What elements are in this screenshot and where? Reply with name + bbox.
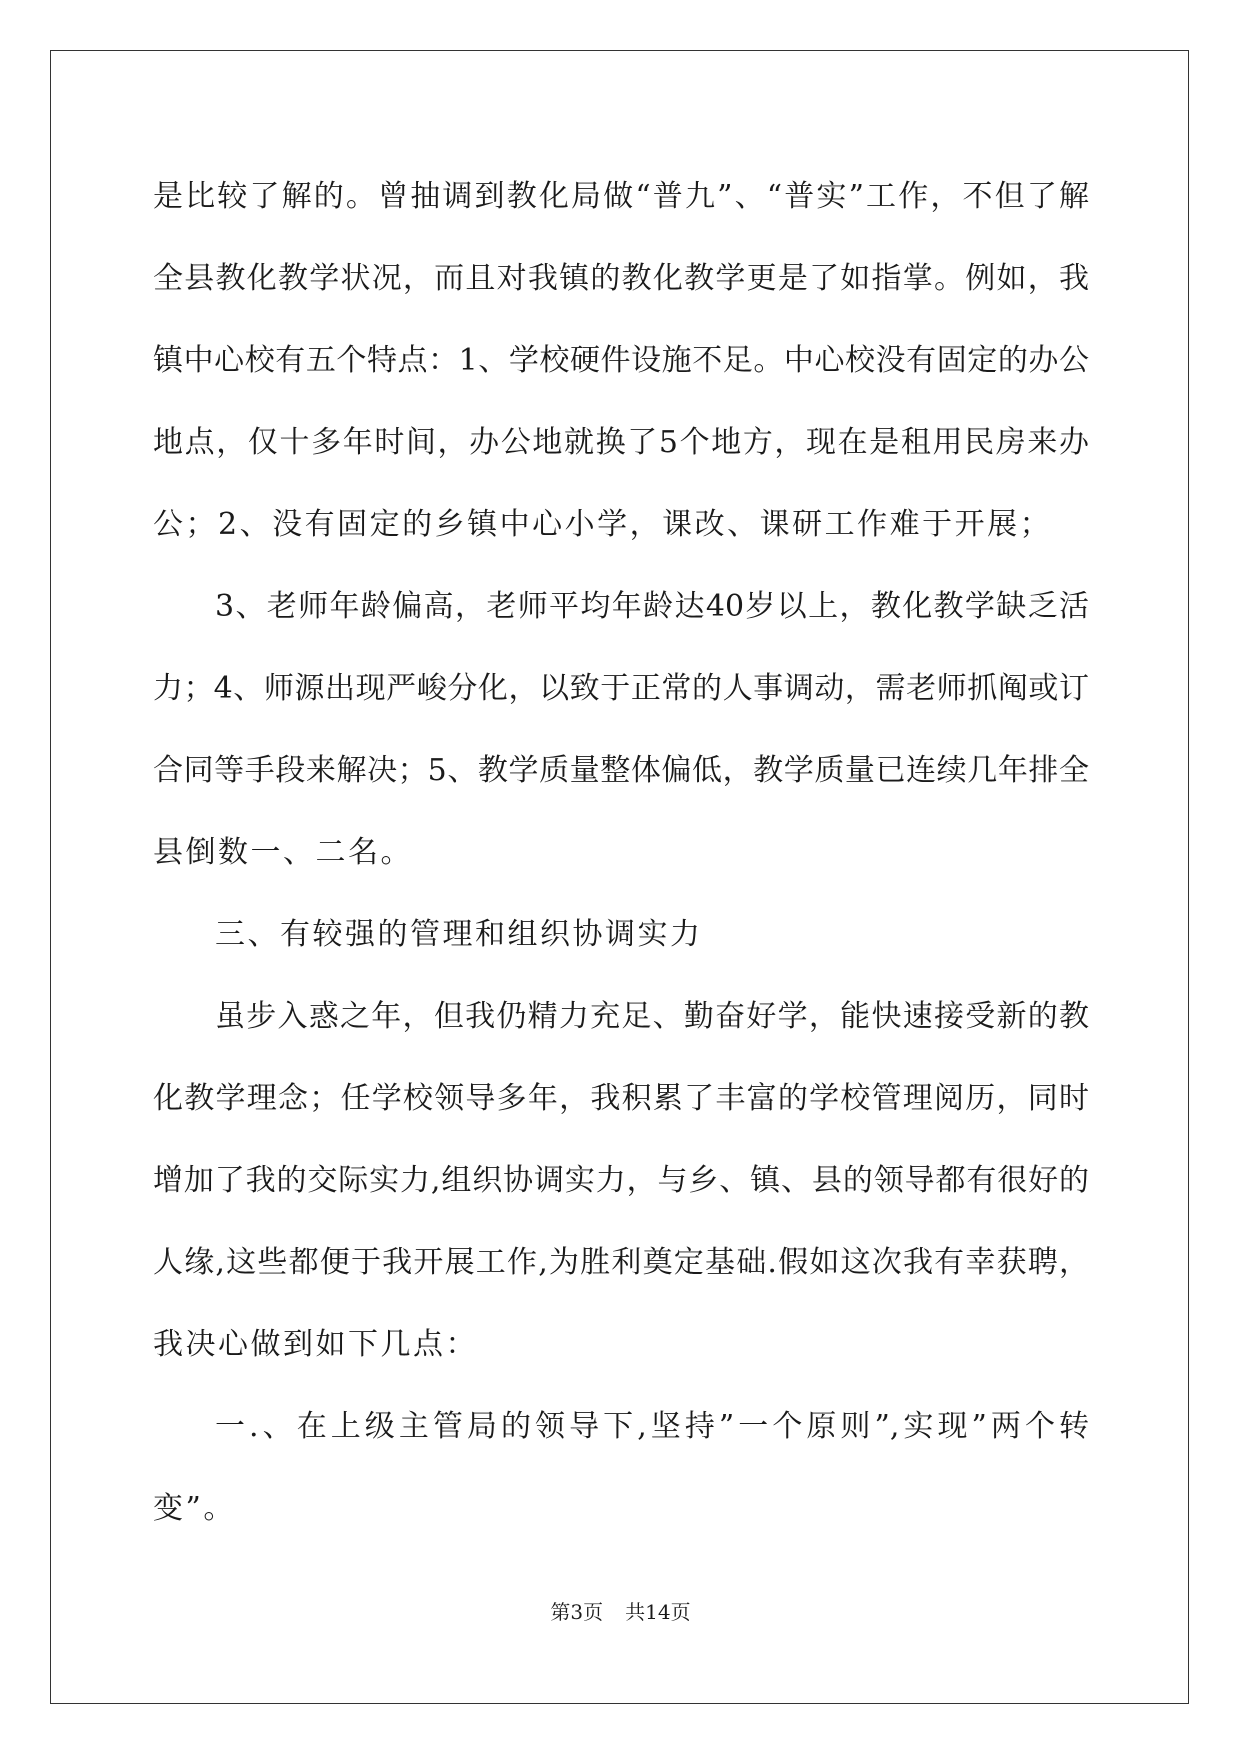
text-line: 全县教化教学状况，而且对我镇的教化教学更是了如指掌。例如，我 (153, 261, 1089, 296)
text-line: 我决心做到如下几点： (153, 1327, 478, 1362)
text-line: 虽步入惑之年，但我仍精力充足、勤奋好学，能快速接受新的教 (215, 999, 1089, 1034)
text-line: 公；2、没有固定的乡镇中心小学，课改、课研工作难于开展； (153, 507, 1053, 542)
text-line: 3、老师年龄偏高，老师平均年龄达40岁以上，教化教学缺乏活 (215, 589, 1089, 624)
text-line: 镇中心校有五个特点：1、学校硬件设施不足。中心校没有固定的办公 (153, 343, 1089, 378)
text-line: 合同等手段来解决；5、教学质量整体偏低，教学质量已连续几年排全 (153, 753, 1089, 788)
page-footer (0, 1600, 1241, 1624)
text-line: 县倒数一、二名。 (153, 835, 413, 870)
page-total: 共14页 (625, 1600, 691, 1624)
text-line: 是比较了解的。曾抽调到教化局做“普九”、“普实”工作，不但了解 (153, 179, 1089, 214)
text-line: 力；4、师源出现严峻分化，以致于正常的人事调动，需老师抓阄或订 (153, 671, 1089, 706)
text-line: 一.、在上级主管局的领导下,坚持”一个原则”,实现”两个转 (215, 1409, 1089, 1444)
text-line: 人缘,这些都便于我开展工作,为胜利奠定基础.假如这次我有幸获聘， (153, 1245, 1089, 1280)
document-body (153, 156, 1089, 1550)
page-number: 第3页 (550, 1600, 604, 1624)
section-heading: 三、有较强的管理和组织协调实力 (215, 917, 703, 952)
text-line: 变”。 (153, 1491, 236, 1526)
text-line: 地点，仅十多年时间，办公地就换了5个地方，现在是租用民房来办 (153, 425, 1089, 460)
text-line: 化教学理念；任学校领导多年，我积累了丰富的学校管理阅历，同时 (153, 1081, 1089, 1116)
text-line: 增加了我的交际实力,组织协调实力，与乡、镇、县的领导都有很好的 (153, 1163, 1089, 1198)
